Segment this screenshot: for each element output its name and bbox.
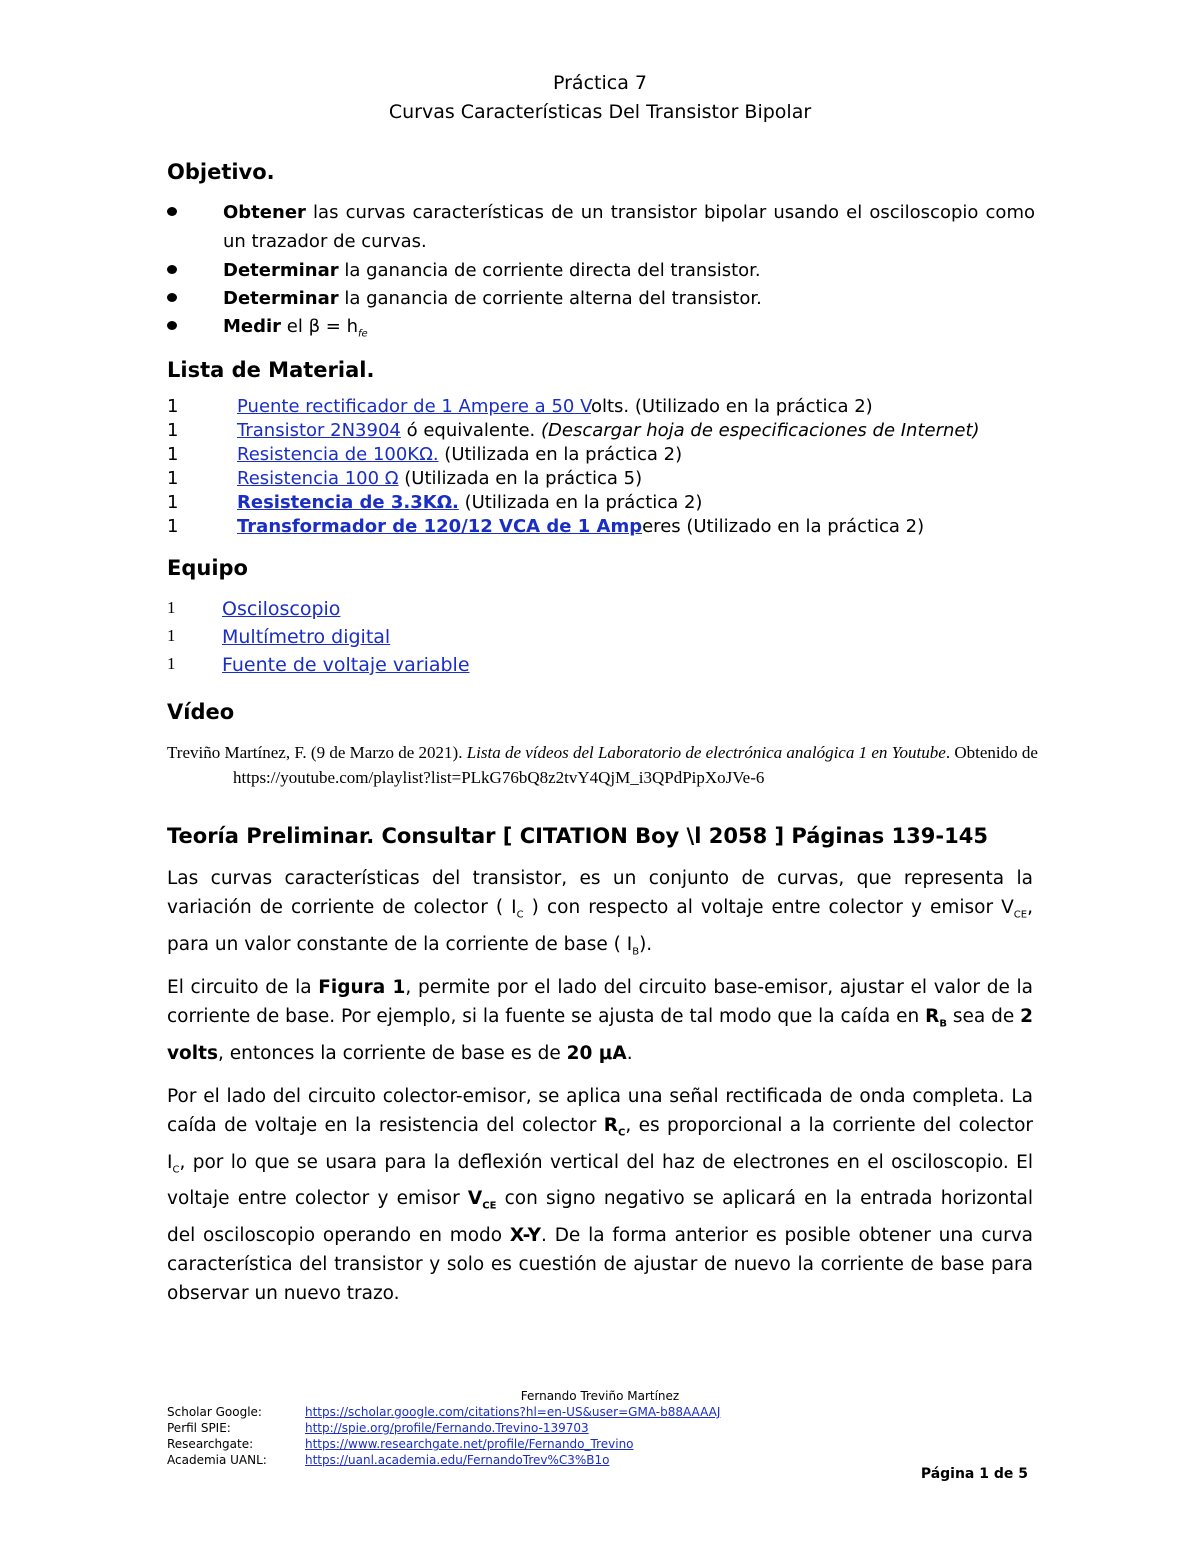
teoria-heading: Teoría Preliminar. Consultar [ CITATION Boy \l 2058 ] Páginas 139-145 [167,824,988,848]
text-run: , entonces la corriente de base es de [217,1042,567,1064]
item-keyword: Obtener [223,202,306,223]
material-link[interactable]: Transistor 2N3904 [237,420,401,441]
bold-value: 2 volts [167,1006,1034,1064]
subscript: C [516,909,524,921]
footer-label: Perfil SPIE: [167,1421,231,1435]
material-qty: 1 [167,396,179,417]
text-run: El circuito de la [167,977,319,998]
footer-link[interactable]: http://spie.org/profile/Fernando.Trevino-139703 [305,1421,589,1435]
material-qty: 1 [167,492,179,513]
equipment-link[interactable]: Osciloscopio [222,598,341,620]
material-qty: 1 [167,468,179,489]
video-heading: Vídeo [167,700,235,724]
reference-author: Treviño Martínez, F. (9 de Marzo de 2021). [167,743,467,762]
subscript: C [172,1164,180,1176]
subscript: C [617,1127,626,1139]
text-run: ) con respecto al voltaje entre colector y emisor V [523,897,1014,918]
equipment-qty: 1 [167,626,176,645]
item-keyword: Medir [223,316,282,337]
material-qty: 1 [167,444,179,465]
symbol: R [925,1006,940,1027]
text-run: . De la forma anterior es posible obtener una curva característica del transistor y solo es cuestión de ajustar de nuevo la corriente de base para observar un nuevo trazo. [167,1225,1033,1305]
figure-reference: Figura 1 [318,977,406,998]
text-run: , permite por el lado del circuito base-emisor, ajustar el valor de la corriente de base. Por ejemplo, si la fuente se ajusta de tal modo que la caída en [167,977,1033,1027]
item-text: la ganancia de corriente directa del transistor. [338,260,761,281]
material-link[interactable]: Resistencia de 100KΩ. [237,444,439,465]
text-run: con signo negativo se aplicará en la entrada horizontal del osciloscopio operando en modo [167,1188,1033,1247]
material-heading: Lista de Material. [167,358,375,382]
equipo-heading: Equipo [167,556,248,580]
item-keyword: Determinar [223,288,339,309]
footer-label: Academia UANL: [167,1453,267,1467]
video-reference [167,740,1103,790]
material-link[interactable]: Resistencia de 3.3KΩ. [237,492,459,513]
item-text: el β = h [281,316,359,337]
material-note: olts. (Utilizado en la práctica 2) [590,396,873,417]
subscript: CE [482,1201,497,1213]
footer-link[interactable]: https://uanl.academia.edu/FernandoTrev%C3%B1o [305,1453,610,1467]
material-note: (Utilizada en la práctica 5) [398,468,643,489]
bullet-icon [167,207,177,216]
document-title: Curvas Características Del Transistor Bipolar [388,101,812,123]
material-note-italic: (Descargar hoja de especificaciones de Internet) [540,420,980,441]
practice-number: Práctica 7 [553,72,647,94]
page-number: Página 1 de 5 [920,1466,1028,1482]
bullet-icon [167,321,177,330]
symbol: V [467,1188,483,1210]
text-run: , por lo que se usara para la deflexión vertical del haz de electrones en el osciloscopio. El voltaje entre colector y emisor [167,1151,1033,1210]
footer-label: Researchgate: [167,1437,254,1451]
subscript: B [939,1018,947,1030]
bullet-icon [167,265,177,274]
material-link[interactable]: Transformador de 120/12 VCA de 1 Amp [237,516,643,537]
text-run: ). [639,933,653,955]
bullet-icon [167,293,177,302]
material-link[interactable]: Puente rectificador de 1 Ampere a 50 V [237,396,591,417]
material-note: ó equivalente. [400,420,541,441]
footer-label: Scholar Google: [167,1405,262,1419]
reference-title: Lista de vídeos del Laboratorio de electrónica analógica 1 en Youtube [466,743,946,762]
material-note: (Utilizada en la práctica 2) [458,492,703,513]
material-note: eres (Utilizado en la práctica 2) [642,516,925,537]
reference-source: . Obtenido de https://youtube.com/playlist?list=PLkG76bQ8z2tvY4QjM_i3QPdPipXoJVe-6 [233,743,1038,787]
equipment-qty: 1 [167,654,176,673]
symbol: R [603,1115,618,1136]
paragraph-collector [167,1082,1033,1308]
list-item [167,284,1035,313]
item-text: las curvas características de un transistor bipolar usando el osciloscopio como un trazador de curvas. [223,202,1035,252]
material-qty: 1 [167,516,179,537]
text-run: Las curvas características del transistor, es un conjunto de curvas, que representa la variación de corriente de colector ( I [167,868,1033,918]
equipment-qty: 1 [167,598,176,617]
material-link[interactable]: Resistencia 100 Ω [237,468,399,489]
subscript: CE [1013,909,1028,921]
text-run: , es proporcional a la corriente del colector I [167,1115,1033,1173]
text-run: , para un valor constante de la corriente de base ( I [167,897,1033,955]
material-note: (Utilizada en la práctica 2) [438,444,683,465]
text-run: Por el lado del circuito colector-emisor, se aplica una señal rectificada de onda completa. La caída de voltaje en la resistencia del colector [167,1086,1033,1136]
bold-value: X-Y [509,1225,542,1247]
material-qty: 1 [167,420,179,441]
list-item [167,256,1035,285]
paragraph-circuit [167,973,1033,1068]
text-run: sea de [946,1006,1021,1027]
bold-value: 20 μA [566,1042,627,1064]
item-keyword: Determinar [223,260,339,281]
footer-link[interactable]: https://www.researchgate.net/profile/Fernando_Trevino [305,1437,634,1451]
list-item [167,198,1035,256]
text-run: . [626,1042,633,1064]
item-subscript: fe [358,328,368,340]
footer-author: Fernando Treviño Martínez [520,1389,680,1403]
objetivo-heading: Objetivo. [167,160,275,184]
paragraph-curves [167,864,1033,966]
equipment-link[interactable]: Multímetro digital [222,626,391,648]
item-text: la ganancia de corriente alterna del transistor. [338,288,762,309]
footer-link[interactable]: https://scholar.google.com/citations?hl=en-US&user=GMA-b88AAAAJ [305,1405,721,1419]
subscript: B [632,946,640,958]
list-item [167,312,1035,341]
equipment-link[interactable]: Fuente de voltaje variable [222,654,470,676]
